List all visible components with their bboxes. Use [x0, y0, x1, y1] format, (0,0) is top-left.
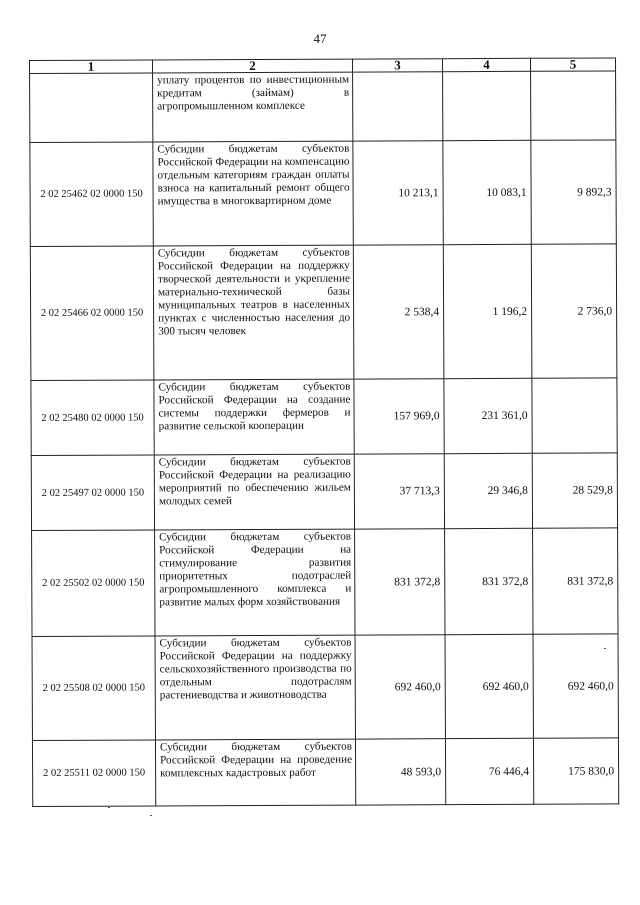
row-value-col3: 157 969,0 — [354, 379, 444, 454]
row-value-col5 — [531, 71, 616, 140]
row-value-col4: 10 083,1 — [443, 140, 531, 244]
row-value-col3: 692 460,0 — [355, 635, 445, 739]
row-description: Субсидии бюджетам субъектов Российской Федерации на создание системы поддержки фермеров и развитие сельской кооперации — [154, 379, 354, 455]
table-row — [30, 140, 616, 247]
row-value-col4: 831 372,8 — [445, 528, 533, 634]
header-col-5: 5 — [530, 58, 615, 71]
row-value-col5: 692 460,0 — [533, 634, 618, 738]
table-row — [30, 244, 617, 381]
budget-table — [29, 57, 619, 807]
table-row — [30, 71, 616, 143]
row-description: Субсидии бюджетам субъектов Российской Федерации на реализацию мероприятий по обеспечению жильем молодых семей — [154, 454, 354, 530]
row-code: 2 02 25502 02 0000 150 — [32, 530, 155, 637]
row-description: Субсидии бюджетам субъектов Российской Федерации на стимулирование развития приоритетных подотраслей агропромышленного комплекса и развитие малых форм хозяйствования — [155, 529, 355, 636]
row-value-col4 — [443, 71, 531, 140]
row-code: 2 02 25480 02 0000 150 — [31, 380, 154, 456]
row-value-col3: 37 713,3 — [354, 454, 444, 529]
row-code: 2 02 25466 02 0000 150 — [30, 246, 154, 381]
table-row — [31, 453, 617, 531]
header-col-2: 2 — [153, 59, 353, 73]
row-value-col4: 231 361,0 — [444, 378, 532, 453]
row-code: 2 02 25508 02 0000 150 — [32, 636, 155, 741]
row-value-col4: 692 460,0 — [445, 634, 533, 738]
header-col-1: 1 — [30, 60, 153, 74]
row-value-col4: 29 346,8 — [444, 453, 532, 528]
row-value-col4: 1 196,2 — [443, 244, 532, 378]
scan-speck — [108, 807, 110, 808]
row-value-col3 — [353, 72, 443, 141]
header-col-4: 4 — [442, 58, 530, 71]
row-code: 2 02 25497 02 0000 150 — [31, 455, 154, 531]
table-row — [31, 378, 617, 456]
row-code: 2 02 25462 02 0000 150 — [30, 142, 153, 247]
row-description: Субсидии бюджетам субъектов Российской Федерации на поддержку творческой деятельности и укрепление материально-технической базы муниципальных театров в населенных пунктах с численностью населения до 300 тысяч человек — [153, 245, 354, 380]
row-value-col5: 2 736,0 — [531, 244, 617, 378]
scan-speck — [150, 815, 152, 816]
page-number: 47 — [313, 31, 327, 46]
table-row — [32, 528, 618, 637]
row-value-col5: 175 830,0 — [533, 738, 618, 804]
scan-speck — [604, 648, 606, 649]
row-value-col3: 48 593,0 — [355, 739, 445, 805]
row-description: Субсидии бюджетам субъектов Российской Федерации на проведение комплексных кадастровых работ — [155, 739, 355, 806]
row-value-col5: 28 529,8 — [532, 453, 617, 528]
row-value-col3: 831 372,8 — [355, 529, 445, 635]
row-value-col5: 9 892,3 — [531, 140, 616, 244]
row-value-col5: 831 372,8 — [533, 528, 618, 634]
row-value-col3: 10 213,1 — [353, 141, 443, 245]
row-value-col5 — [532, 378, 617, 453]
row-code — [30, 73, 153, 143]
table-row — [32, 634, 618, 741]
row-code: 2 02 25511 02 0000 150 — [32, 740, 155, 807]
header-col-3: 3 — [352, 59, 442, 72]
table-row — [32, 738, 618, 807]
row-description: Субсидии бюджетам субъектов Российской Федерации на компенсацию отдельным категориям граждан оплаты взноса на капитальный ремонт общего имущества в многоквартирном доме — [153, 141, 353, 246]
row-value-col4: 76 446,4 — [445, 738, 533, 804]
row-value-col3: 2 538,4 — [353, 245, 444, 379]
row-description: уплату процентов по инвестиционным кредитам (займам) в агропромышленном комплексе — [153, 72, 353, 142]
row-description: Субсидии бюджетам субъектов Российской Федерации на поддержку сельскохозяйственного производства по отдельным подотраслям растениеводства и животноводства — [155, 635, 355, 740]
